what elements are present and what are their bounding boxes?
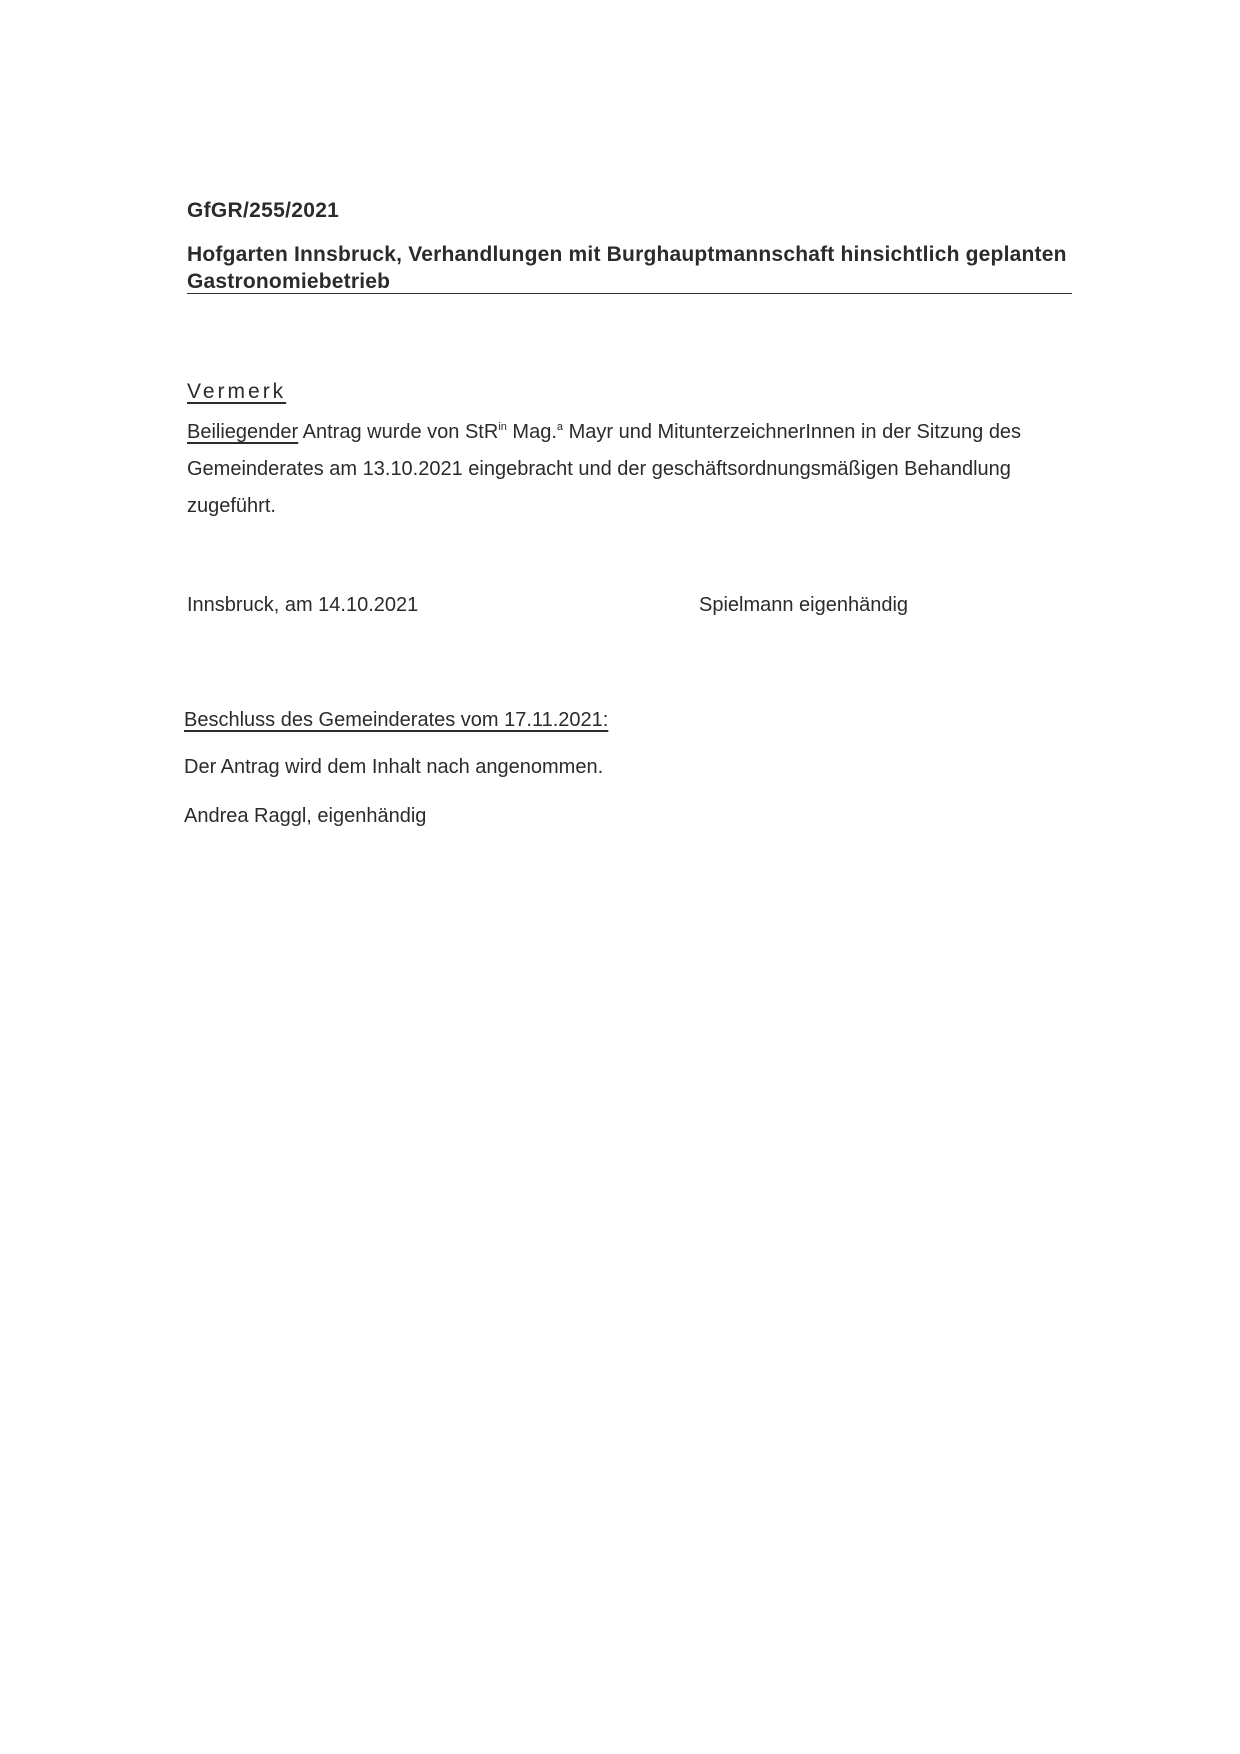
signature-line-2: Andrea Raggl, eigenhändig: [184, 805, 427, 827]
body-text-part-1: Antrag wurde von StR: [298, 421, 499, 443]
signature-line-1: Spielmann eigenhändig: [699, 594, 909, 616]
section-heading: Vermerk: [187, 380, 287, 403]
decision-text: Der Antrag wird dem Inhalt nach angenommen.: [184, 756, 604, 778]
document-id: GfGR/255/2021: [187, 199, 340, 222]
body-text-part-3: Mayr und MitunterzeichnerInnen in der Sitzung des Gemeinderates am 13.10.2021 eingebracht und der geschäftsordnungsmäßigen Behandlung zugeführt.: [187, 421, 1022, 517]
decision-heading: Beschluss des Gemeinderates vom 17.11.2021:: [184, 709, 609, 731]
place-date: Innsbruck, am 14.10.2021: [187, 594, 419, 616]
body-superscript-2: a: [556, 421, 564, 433]
body-lead-word: Beiliegender: [187, 421, 299, 443]
document-title: Hofgarten Innsbruck, Verhandlungen mit Burghauptmannschaft hinsichtlich geplanten Gastronomiebetrieb: [187, 243, 1067, 293]
title-divider: [187, 293, 1072, 294]
body-paragraph: [187, 414, 1077, 525]
body-superscript-1: in: [498, 421, 507, 433]
body-text-part-2: Mag.: [506, 421, 557, 443]
